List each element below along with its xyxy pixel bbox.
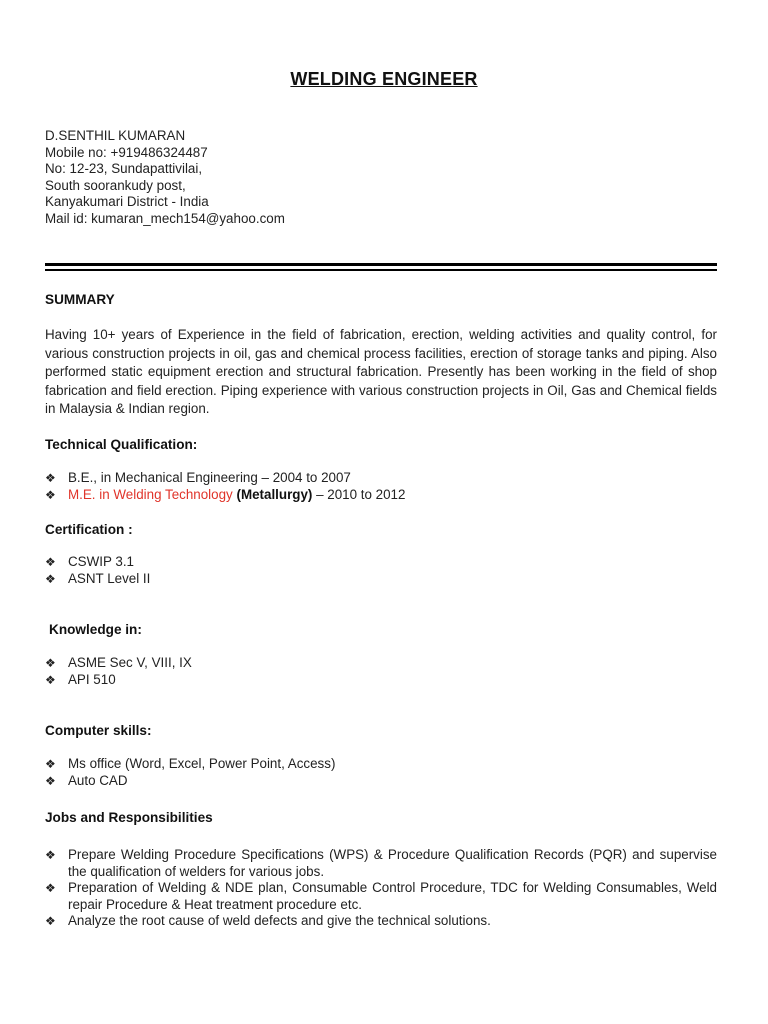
contact-address-line-2: South soorankudy post, [45, 177, 186, 193]
list-item [45, 655, 717, 672]
job-responsibility: Analyze the root cause of weld defects and give the technical solutions. [68, 913, 491, 928]
technical-qualification-list [45, 470, 717, 503]
list-item [45, 554, 717, 571]
computer-skill-item: Ms office (Word, Excel, Power Point, Access) [68, 756, 336, 771]
diamond-bullet-icon: ❖ [45, 881, 56, 895]
qualification-me-years: – 2010 to 2012 [312, 486, 406, 502]
qualification-be: B.E., in Mechanical Engineering – 2004 to 2007 [68, 470, 351, 485]
contact-name: D.SENTHIL KUMARAN [45, 128, 186, 143]
qualification-me: M.E. in Welding Technology [68, 486, 233, 502]
jobs-heading: Jobs and Responsibilities [45, 810, 213, 825]
diamond-bullet-icon: ❖ [45, 555, 56, 569]
knowledge-heading: Knowledge in: [49, 622, 142, 637]
list-item [45, 773, 717, 790]
certification-item: ASNT Level II [68, 570, 151, 586]
diamond-bullet-icon: ❖ [45, 773, 56, 788]
knowledge-item: ASME Sec V, VIII, IX [68, 655, 192, 670]
divider-thin [45, 269, 717, 271]
list-item [45, 847, 717, 880]
list-item [45, 672, 717, 689]
knowledge-list [45, 655, 717, 688]
computer-skill-item: Auto CAD [68, 772, 128, 788]
qualification-me-specialization: (Metallurgy) [236, 486, 313, 502]
contact-mobile: Mobile no: +919486324487 [45, 144, 208, 160]
jobs-list [45, 847, 717, 930]
computer-skills-list [45, 756, 717, 789]
list-item [45, 880, 717, 913]
technical-qualification-heading: Technical Qualification: [45, 437, 198, 452]
diamond-bullet-icon: ❖ [45, 471, 56, 485]
certification-item: CSWIP 3.1 [68, 554, 134, 569]
list-item [45, 470, 717, 487]
contact-block [45, 128, 285, 227]
computer-skills-heading: Computer skills: [45, 723, 152, 738]
certification-heading: Certification : [45, 522, 133, 537]
diamond-bullet-icon: ❖ [45, 914, 56, 928]
summary-text: Having 10+ years of Experience in the field of fabrication, erection, welding activities and quality control, for various construction projects in oil, gas and chemical process facilities, erection of storage tanks and piping. Also performed static equipment erection and structural fabrication. Presently has been working in the field of shop fabrication and field erection. Piping experience with various construction projects in Oil, Gas and Chemical fields in Malaysia & Indian region. [45, 327, 717, 417]
list-item [45, 913, 717, 930]
knowledge-item: API 510 [68, 671, 116, 687]
document-title: WELDING ENGINEER [290, 69, 478, 89]
list-item [45, 571, 717, 588]
diamond-bullet-icon: ❖ [45, 672, 56, 687]
contact-email: Mail id: kumaran_mech154@yahoo.com [45, 210, 285, 226]
diamond-bullet-icon: ❖ [45, 848, 56, 862]
divider-thick [45, 263, 717, 266]
diamond-bullet-icon: ❖ [45, 571, 56, 586]
contact-address-line-1: No: 12-23, Sundapattivilai, [45, 161, 203, 176]
summary-heading: SUMMARY [45, 292, 115, 307]
diamond-bullet-icon: ❖ [45, 487, 56, 502]
diamond-bullet-icon: ❖ [45, 656, 56, 670]
list-item [45, 756, 717, 773]
job-responsibility: Prepare Welding Procedure Specifications (WPS) & Procedure Qualification Records (PQR) and supervise the qualification of welders for various jobs. [68, 847, 717, 879]
certification-list [45, 554, 717, 587]
contact-address-line-3: Kanyakumari District - India [45, 194, 209, 209]
job-responsibility: Preparation of Welding & NDE plan, Consumable Control Procedure, TDC for Welding Consumables, Weld repair Procedure & Heat treatment procedure etc. [68, 880, 717, 912]
diamond-bullet-icon: ❖ [45, 757, 56, 771]
list-item [45, 487, 717, 504]
